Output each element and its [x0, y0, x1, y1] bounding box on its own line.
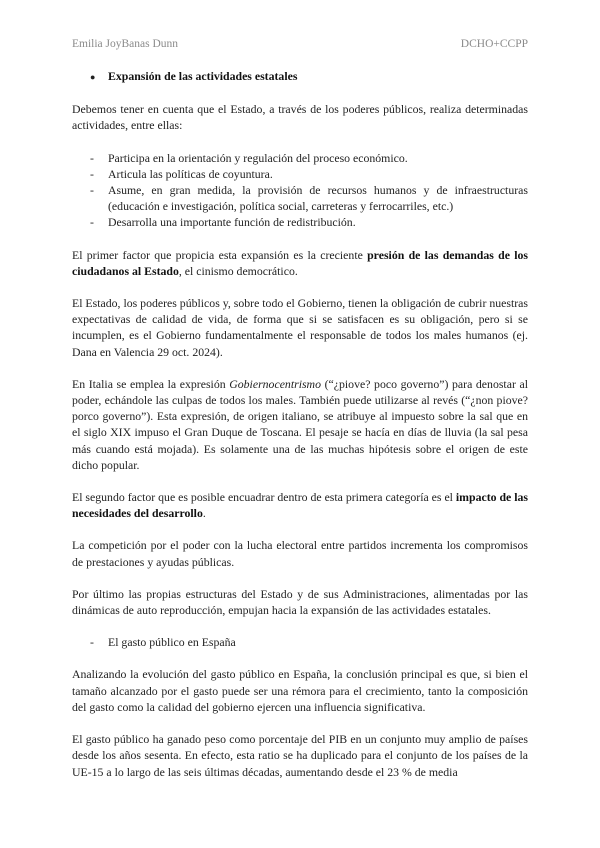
subheading — [72, 634, 528, 650]
paragraph-spending-gdp: El gasto público ha ganado peso como porcentaje del PIB en un conjunto muy amplio de países desde los años sesenta. En efecto, esta ratio se ha duplicado para el conjunto de los países de la UE-15 a lo largo de las seis últimas décadas, aumentando desde el 23 % de media — [72, 732, 528, 779]
dash-icon: - — [90, 215, 94, 230]
dash-icon: - — [90, 635, 94, 650]
dash-icon: - — [90, 183, 94, 198]
activities-list — [72, 150, 528, 231]
bold-first-factor: presión de las demandas de los ciudadanos al Estado — [72, 247, 528, 278]
dash-icon: - — [90, 166, 94, 181]
paragraph-state-obligation: El Estado, los poderes públicos y, sobre todo el Gobierno, tienen la obligación de cubrir nuestras expectativas de calidad de vida, de forma que si se satisfacen es su obligación, pero si se incumplen, es el Gobierno fundamentalmente el responsable de todos los males humanos (ej. Dana en Valencia 29 oct. 2024). — [72, 296, 528, 359]
paragraph-competition: La competición por el poder con la lucha electoral entre partidos incrementa los compromisos de prestaciones y ayudas públicas. — [72, 538, 528, 569]
italic-term: Gobiernocentrismo — [229, 376, 321, 391]
subheading-text: El gasto público en España — [108, 635, 236, 650]
paragraph-spending-analysis: Analizando la evolución del gasto público en España, la conclusión principal es que, si bien el tamaño alcanzado por el gasto puede ser una rémora para el crecimiento, tanto la composición del gasto como la calidad del gobierno ejercen una influencia significativa. — [72, 667, 528, 714]
section-heading-text: Expansión de las actividades estatales — [108, 69, 298, 83]
dash-icon: - — [90, 150, 94, 165]
paragraph-italy: En Italia se emplea la expresión Gobiernocentrismo (“¿piove? poco governo”) para denostar al poder, echándole las culpas de todos los males. También puede utilizarse al revés (“¿non piove? porco governo”). Esta expresión, de origen italiano, se atribuye al impuesto sobre la sal que en el siglo XIX impuso el Gran Duque de Toscana. El pesaje se hacía en días de lluvia (la sal pesa más cuando está mojada). Es solamente una de las muchas hipótesis sobre el origen de este dicho popular. — [72, 376, 528, 472]
header-author: Emilia JoyBanas Dunn — [72, 38, 179, 50]
list-item: - Desarrolla una importante función de redistribución. — [72, 214, 528, 230]
list-item: - Asume, en gran medida, la provisión de recursos humanos y de infraestructuras (educación e investigación, política social, carreteras y ferrocarriles, etc.) — [72, 182, 528, 214]
document-body — [72, 68, 528, 796]
bold-second-factor: impacto de las necesidades del desarrollo — [72, 490, 528, 521]
header-course: DCHO+CCPP — [460, 38, 528, 50]
paragraph-intro: Debemos tener en cuenta que el Estado, a través de los poderes públicos, realiza determinadas actividades, entre ellas: — [72, 102, 528, 133]
bullet-dot-icon: ● — [90, 72, 96, 82]
list-item: - Articula las políticas de coyuntura. — [72, 166, 528, 182]
paragraph-second-factor: El segundo factor que es posible encuadrar dentro de esta primera categoría es el impacto de las necesidades del desarrollo. — [72, 490, 528, 521]
paragraph-first-factor: El primer factor que propicia esta expansión es la creciente presión de las demandas de los ciudadanos al Estado, el cinismo democrático. — [72, 247, 528, 278]
list-item: - Participa en la orientación y regulación del proceso económico. — [72, 150, 528, 166]
paragraph-structures: Por último las propias estructuras del Estado y de sus Administraciones, alimentadas por las dinámicas de auto reproducción, empujan hacia la expansión de las actividades estatales. — [72, 586, 528, 618]
section-heading — [72, 68, 528, 85]
